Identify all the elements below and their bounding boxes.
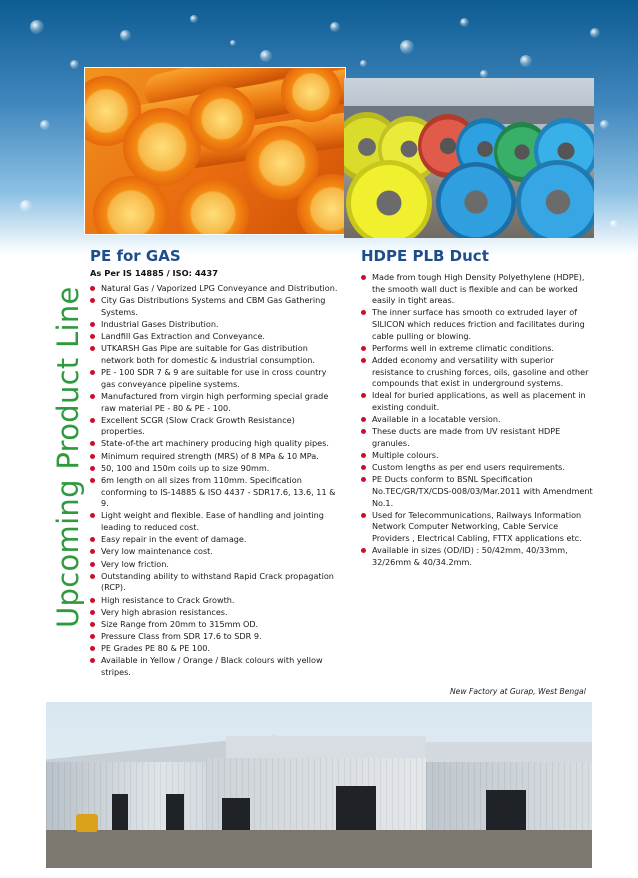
list-item: Made from tough High Density Polyethylene (HDPE), the smooth wall duct is flexible and can be worked easily in tight areas. (361, 272, 595, 307)
list-item: PE - 100 SDR 7 & 9 are suitable for use in cross country gas conveyance pipeline systems. (90, 367, 338, 390)
list-item: City Gas Distributions Systems and CBM Gas Gathering Systems. (90, 295, 338, 318)
list-item: Light weight and flexible. Ease of handling and jointing leading to reduced cost. (90, 510, 338, 533)
list-item: Very low maintenance cost. (90, 546, 338, 558)
list-item: Outstanding ability to withstand Rapid Crack propagation (RCP). (90, 571, 338, 594)
list-item: These ducts are made from UV resistant HDPE granules. (361, 426, 595, 449)
list-item: Multiple colours. (361, 450, 595, 462)
list-item: Available in a locatable version. (361, 414, 595, 426)
list-item: Manufactured from virgin high performing special grade raw material PE - 80 & PE - 100. (90, 391, 338, 414)
list-item: Available in Yellow / Orange / Black colours with yellow stripes. (90, 655, 338, 678)
list-item: PE Grades PE 80 & PE 100. (90, 643, 338, 655)
list-item: Industrial Gases Distribution. (90, 319, 338, 331)
list-item: Easy repair in the event of damage. (90, 534, 338, 546)
factory-caption: New Factory at Gurap, West Bengal (450, 687, 586, 696)
hdpe-plb-feature-list (361, 272, 595, 568)
list-item: Performs well in extreme climatic conditions. (361, 343, 595, 355)
upcoming-product-line-heading: Upcoming Product Line (51, 286, 85, 628)
gas-pipes-photo (84, 67, 346, 235)
list-item: High resistance to Crack Growth. (90, 595, 338, 607)
list-item: PE Ducts conform to BSNL Specification No.TEC/GR/TX/CDS-008/03/Mar.2011 with Amendment No.1. (361, 474, 595, 509)
list-item: State-of-the art machinery producing high quality pipes. (90, 438, 338, 450)
list-item: Added economy and versatility with superior resistance to crushing forces, oils, gasoline and other compounds that exist in underground systems. (361, 355, 595, 390)
list-item: Minimum required strength (MRS) of 8 MPa & 10 MPa. (90, 451, 338, 463)
pe-gas-standard: As Per IS 14885 / ISO: 4437 (90, 268, 218, 278)
list-item: Custom lengths as per end users requirements. (361, 462, 595, 474)
list-item: Used for Telecommunications, Railways Information Network Computer Networking, Cable Service Providers , Electrical Cabling, FTTX applications etc. (361, 510, 595, 545)
list-item: Landfill Gas Extraction and Conveyance. (90, 331, 338, 343)
list-item: The inner surface has smooth co extruded layer of SILICON which reduces friction and facilitates during cable pulling or blowing. (361, 307, 595, 342)
list-item: 50, 100 and 150m coils up to size 90mm. (90, 463, 338, 475)
list-item: UTKARSH Gas Pipe are suitable for Gas distribution network both for domestic & industrial consumption. (90, 343, 338, 366)
list-item: Ideal for buried applications, as well as placement in existing conduit. (361, 390, 595, 413)
hdpe-plb-section (361, 246, 595, 569)
list-item: Available in sizes (OD/ID) : 50/42mm, 40/33mm, 32/26mm & 40/34.2mm. (361, 545, 595, 568)
list-item: Size Range from 20mm to 315mm OD. (90, 619, 338, 631)
list-item: Very low friction. (90, 559, 338, 571)
duct-coils-photo (344, 78, 594, 238)
pe-gas-section (90, 246, 338, 679)
pe-gas-feature-list (90, 283, 338, 679)
list-item: Pressure Class from SDR 17.6 to SDR 9. (90, 631, 338, 643)
list-item: 6m length on all sizes from 110mm. Specification conforming to IS-14885 & ISO 4437 - SDR17.6, 13.6, 11 & 9. (90, 475, 338, 510)
pe-gas-title: PE for GAS (90, 247, 181, 265)
list-item: Natural Gas / Vaporized LPG Conveyance and Distribution. (90, 283, 338, 295)
factory-photo (46, 702, 592, 868)
list-item: Excellent SCGR (Slow Crack Growth Resistance) properties. (90, 415, 338, 438)
list-item: Very high abrasion resistances. (90, 607, 338, 619)
hdpe-plb-title: HDPE PLB Duct (361, 247, 489, 265)
